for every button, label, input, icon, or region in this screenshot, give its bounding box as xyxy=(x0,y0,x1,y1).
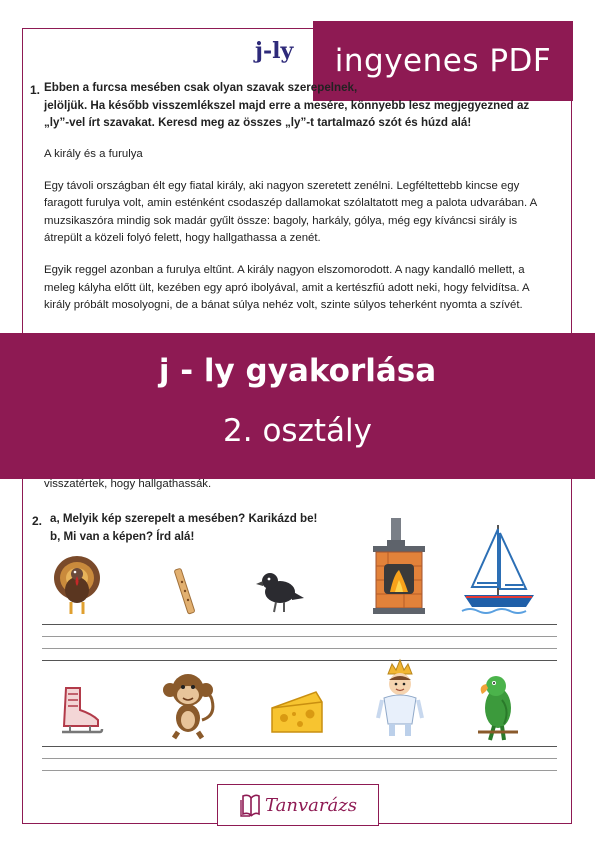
brand-name: Tanvarázs xyxy=(265,794,357,816)
banner-title: j - ly gyakorlása xyxy=(158,353,437,389)
question-1-line-2: jelöljük. Ha később visszemlékszel majd erre a mesére, könnyebb lesz megjegyezned az xyxy=(44,98,530,112)
story-paragraph-1: Egy távoli országban élt egy fiatal király, aki nagyon szeretett zenélni. Legféltettebb kincse egy faragott furulya volt, amin esténként csodaszép dallamokat szólaltatott meg a palota udvarában. A muzsikaszóra mindig sok madár gyűlt össze: bagoly, harkály, gólya, még egy kíváncsi sirály is átrepült a közeli folyó felett, hogy hallgathassa a zenét. xyxy=(44,179,537,245)
question-2-line-b: b, Mi van a képen? Írd alá! xyxy=(50,530,195,543)
question-1-line-1: Ebben a furcsa mesében csak olyan szavak szerepelnek, xyxy=(44,81,358,94)
writing-line-bottom[interactable] xyxy=(42,660,557,661)
monkey-icon[interactable] xyxy=(160,670,216,745)
parrot-icon[interactable] xyxy=(474,670,522,747)
question-2-text xyxy=(50,510,317,546)
raven-icon[interactable] xyxy=(256,564,306,621)
question-2-line-a: a, Melyik kép szerepelt a mesében? Karikázd be! xyxy=(50,512,318,525)
question-1-number: 1. xyxy=(30,83,41,97)
story-title: A király és a furulya xyxy=(44,148,143,160)
book-logo-icon xyxy=(239,792,261,818)
writing-line-top[interactable] xyxy=(42,624,557,625)
turkey-icon[interactable] xyxy=(52,552,102,623)
brand-footer[interactable] xyxy=(217,784,379,826)
question-2-number: 2. xyxy=(32,514,43,528)
cheese-icon[interactable] xyxy=(270,688,324,743)
sailboat-icon[interactable] xyxy=(460,523,536,620)
flute-icon[interactable] xyxy=(170,566,200,621)
stove-icon[interactable] xyxy=(370,518,428,621)
writing-line-mid[interactable] xyxy=(42,758,557,759)
story-tail: visszatértek, hogy hallgathassák. xyxy=(44,478,212,490)
worksheet-title: j-ly xyxy=(255,38,294,64)
writing-line-mid[interactable] xyxy=(42,648,557,649)
story xyxy=(44,146,554,329)
writing-line-mid[interactable] xyxy=(42,770,557,771)
king-icon[interactable] xyxy=(376,658,424,745)
writing-line-mid[interactable] xyxy=(42,636,557,637)
free-pdf-badge[interactable]: ingyenes PDF xyxy=(313,21,573,101)
ice-skate-icon[interactable] xyxy=(54,684,104,745)
story-paragraph-2: Egyik reggel azonban a furulya eltűnt. A király nagyon elszomorodott. A nagy kandalló mellett, a meleg kályha előtt ült, kezében egy apró ibolyával, amit a kertészfiú adott neki, hogy felvidítsa. A király próbált mosolyogni, de a bánat súlya nehéz volt, szinte súlyos teherként nyomta a szívét. xyxy=(44,263,530,312)
question-1-line-3: „ly”-vel írt szavakat. Keresd meg az összes „ly”-t tartalmazó szót és húzd alá! xyxy=(44,116,472,129)
question-1-text xyxy=(44,79,529,132)
writing-line-top[interactable] xyxy=(42,746,557,747)
title-banner xyxy=(0,333,595,479)
banner-subtitle: 2. osztály xyxy=(223,413,372,449)
